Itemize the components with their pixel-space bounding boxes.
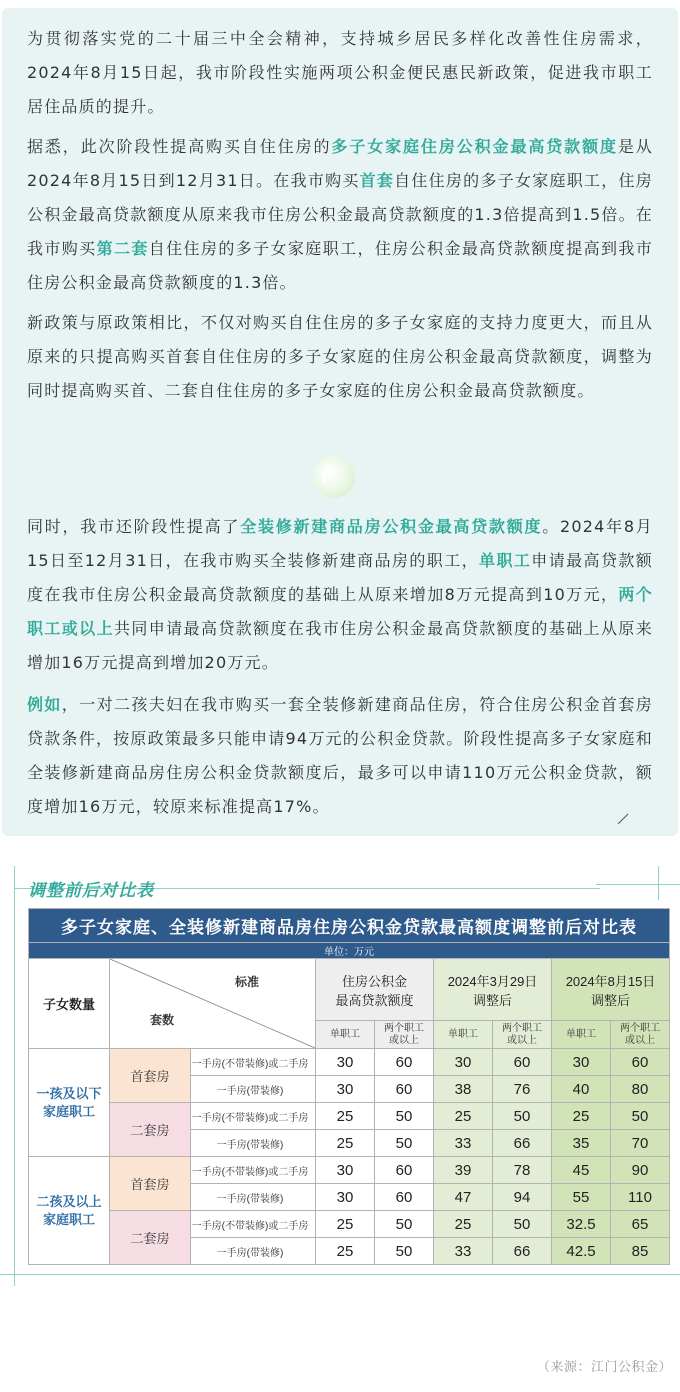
subgroup-first-home: 首套房 [110, 1157, 191, 1211]
paragraph-comparison: 新政策与原政策相比，不仅对购买自住住房的多子女家庭的支持力度更大，而且从原来的只提高购买首套自住住房的多子女家庭的住房公积金最高贷款额度，调整为同时提高购买首、二套自住住房的多子女家庭的住房公积金最高贷款额度。 [27, 313, 653, 400]
p4-highlight-single: 单职工 [479, 551, 532, 570]
cell-value: 50 [375, 1130, 434, 1157]
paragraph-intro: 为贯彻落实党的二十届三中全会精神，支持城乡居民多样化改善性住房需求，2024年8月15日起，我市阶段性实施两项公积金便民惠民新政策，促进我市职工居住品质的提升。 [27, 29, 653, 116]
paragraph-multi-child [27, 130, 653, 300]
sub-two-august-l2: 或以上 [625, 1034, 655, 1046]
header-diagonal-cell [110, 959, 316, 1049]
row-type: 一手房(不带装修)或二手房 [191, 1211, 316, 1238]
cell-value: 25 [434, 1103, 493, 1130]
cell-value: 30 [552, 1049, 611, 1076]
cell-value: 33 [434, 1130, 493, 1157]
frame-cross-vertical [658, 866, 659, 900]
sub-two-march-l2: 或以上 [507, 1034, 537, 1046]
p4-text-c: 申请最高贷款额度在我市住房公积金最高贷款额度的基础上从原来增加8万元提高到10万元， [27, 551, 653, 604]
sub-two-base [375, 1021, 434, 1049]
cell-value: 25 [316, 1211, 375, 1238]
header-standard: 标准 [234, 975, 259, 989]
row-type: 一手房(不带装修)或二手房 [191, 1157, 316, 1184]
sub-two-march [493, 1021, 552, 1049]
group-one-l2: 家庭职工 [42, 1103, 95, 1119]
table-unit: 单位：万元 [29, 943, 670, 959]
header-august-line1: 2024年8月15日 [565, 973, 656, 989]
p2-text-b: 是从2024年8月15日到12月31日。在我市购买 [27, 137, 654, 190]
cell-value: 78 [493, 1157, 552, 1184]
cell-value: 76 [493, 1076, 552, 1103]
cell-value: 50 [493, 1103, 552, 1130]
paragraph-example [27, 688, 653, 824]
group-two-children [29, 1157, 110, 1265]
row-type: 一手房(带装修) [191, 1076, 316, 1103]
p2-text-c: 自住住房的多子女家庭职工，住房公积金最高贷款额度从原来我市住房公积金最高贷款额度的1.3倍提高到1.5倍。在我市购买 [27, 171, 653, 258]
header-march-line2: 调整后 [472, 992, 512, 1008]
row-type: 一手房(带装修) [191, 1184, 316, 1211]
p2-highlight-first: 首套 [359, 171, 395, 190]
cell-value: 25 [434, 1211, 493, 1238]
cell-value: 42.5 [552, 1238, 611, 1265]
frame-top-right-line [596, 884, 680, 885]
cell-value: 60 [375, 1049, 434, 1076]
cell-value: 40 [552, 1076, 611, 1103]
decorative-circle [313, 456, 355, 498]
cell-value: 80 [611, 1076, 670, 1103]
cell-value: 25 [552, 1103, 611, 1130]
source-credit: （来源：江门公积金） [536, 1360, 672, 1375]
sub-two-august-l1: 两个职工 [620, 1022, 660, 1034]
header-march-adjusted [434, 959, 552, 1021]
cell-value: 110 [611, 1184, 670, 1211]
diagonal-line [110, 959, 315, 1048]
paragraph-renovated [27, 510, 653, 680]
cell-value: 60 [375, 1157, 434, 1184]
p2-text-a: 据悉，此次阶段性提高购买自住住房的 [27, 137, 332, 156]
p4-text-d: 共同申请最高贷款额度在我市住房公积金最高贷款额度的基础上从原来增加16万元提高到增加20万元。 [27, 619, 653, 672]
cell-value: 65 [611, 1211, 670, 1238]
cell-value: 50 [493, 1211, 552, 1238]
cell-value: 32.5 [552, 1211, 611, 1238]
header-count: 套数 [150, 1013, 175, 1027]
header-base-line1: 住房公积金 [341, 973, 407, 989]
cell-value: 45 [552, 1157, 611, 1184]
cell-value: 47 [434, 1184, 493, 1211]
cell-value: 33 [434, 1238, 493, 1265]
cell-value: 60 [375, 1076, 434, 1103]
group-one-l1: 一孩及以下 [36, 1085, 102, 1101]
p2-highlight-second: 第二套 [96, 239, 149, 258]
cell-value: 30 [316, 1157, 375, 1184]
cell-value: 30 [316, 1076, 375, 1103]
cell-value: 38 [434, 1076, 493, 1103]
cell-value: 50 [611, 1103, 670, 1130]
header-base-line2: 最高贷款额度 [335, 992, 414, 1008]
subgroup-second-home: 二套房 [110, 1103, 191, 1157]
cell-value: 25 [316, 1103, 375, 1130]
cell-value: 60 [375, 1184, 434, 1211]
cell-value: 39 [434, 1157, 493, 1184]
header-base-quota [316, 959, 434, 1021]
cell-value: 30 [316, 1184, 375, 1211]
sub-single-march: 单职工 [434, 1021, 493, 1049]
cell-value: 25 [316, 1238, 375, 1265]
cell-value: 30 [434, 1049, 493, 1076]
header-march-line1: 2024年3月29日 [447, 973, 538, 989]
p4-text-b: 。2024年8月15日至12月31日，在我市购买全装修新建商品房的职工， [27, 517, 653, 570]
group-two-l2: 家庭职工 [42, 1211, 95, 1227]
cell-value: 85 [611, 1238, 670, 1265]
p4-highlight-quota: 全装修新建商品房公积金最高贷款额度 [240, 517, 543, 536]
cell-value: 60 [493, 1049, 552, 1076]
header-children-count: 子女数量 [29, 959, 110, 1049]
sub-two-august [611, 1021, 670, 1049]
sub-single-base: 单职工 [316, 1021, 375, 1049]
table-title: 多子女家庭、全装修新建商品房住房公积金贷款最高额度调整前后对比表 [29, 909, 670, 943]
decorative-slash [616, 812, 630, 826]
header-august-line2: 调整后 [591, 992, 631, 1008]
subgroup-first-home: 首套房 [110, 1049, 191, 1103]
cell-value: 94 [493, 1184, 552, 1211]
cell-value: 25 [316, 1130, 375, 1157]
p5-highlight-example: 例如 [27, 695, 62, 714]
frame-bottom-line [0, 1274, 680, 1275]
row-type: 一手房(不带装修)或二手房 [191, 1049, 316, 1076]
frame-left-line [14, 866, 15, 1286]
cell-value: 90 [611, 1157, 670, 1184]
cell-value: 50 [375, 1103, 434, 1130]
cell-value: 60 [611, 1049, 670, 1076]
sub-two-base-l2: 或以上 [389, 1034, 419, 1046]
sub-single-august: 单职工 [552, 1021, 611, 1049]
p4-text-a: 同时，我市还阶段性提高了 [27, 517, 241, 536]
row-type: 一手房(不带装修)或二手房 [191, 1103, 316, 1130]
table-heading: 调整前后对比表 [28, 881, 154, 901]
sub-two-march-l1: 两个职工 [502, 1022, 542, 1034]
p2-highlight-quota: 多子女家庭住房公积金最高贷款额度 [331, 137, 618, 156]
sub-two-base-l1: 两个职工 [384, 1022, 424, 1034]
cell-value: 55 [552, 1184, 611, 1211]
p5-text: ，一对二孩夫妇在我市购买一套全装修新建商品住房，符合住房公积金首套房贷款条件，按原政策最多只能申请94万元的公积金贷款。阶段性提高多子女家庭和全装修新建商品房住房公积金贷款额度后，最多可以申请110万元公积金贷款，额度增加16万元，较原来标准提高17%。 [27, 695, 653, 816]
row-type: 一手房(带装修) [191, 1238, 316, 1265]
cell-value: 50 [375, 1211, 434, 1238]
comparison-table [28, 908, 670, 1265]
subgroup-second-home: 二套房 [110, 1211, 191, 1265]
cell-value: 50 [375, 1238, 434, 1265]
p4-highlight-two: 两个职工或以上 [27, 585, 653, 638]
row-type: 一手房(带装修) [191, 1130, 316, 1157]
cell-value: 66 [493, 1238, 552, 1265]
cell-value: 30 [316, 1049, 375, 1076]
group-one-child [29, 1049, 110, 1157]
cell-value: 35 [552, 1130, 611, 1157]
p2-text-d: 自住住房的多子女家庭职工，住房公积金最高贷款额度提高到我市住房公积金最高贷款额度的1.3倍。 [27, 239, 653, 292]
cell-value: 66 [493, 1130, 552, 1157]
cell-value: 70 [611, 1130, 670, 1157]
group-two-l1: 二孩及以上 [36, 1193, 102, 1209]
header-august-adjusted [552, 959, 670, 1021]
